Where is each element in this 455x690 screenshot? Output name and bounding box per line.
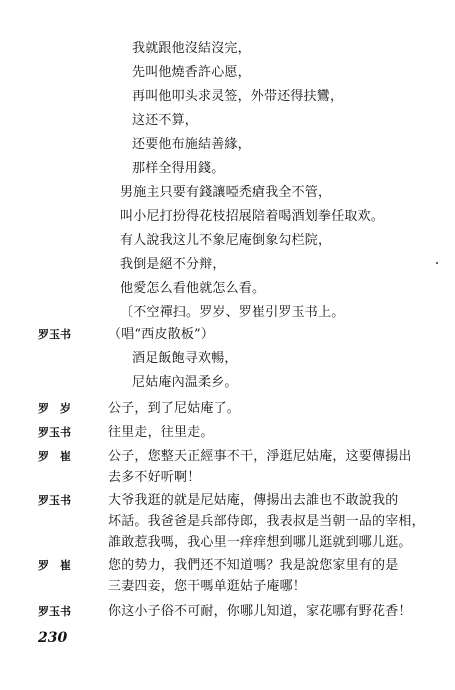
verse-line: 男施主只要有錢讓啞禿瘡我全不管， (120, 185, 332, 200)
dialogue-line: 大爷我逛的就是尼姑庵，傳揚出去誰也不敢說我的 (108, 493, 399, 508)
dialogue-line: 三妻四妾，您干嗎单逛姑子庵哪！ (108, 579, 307, 594)
dialogue-line: 公子，您整天正經事不干，淨逛尼姑庵，这要傳揚出 (108, 449, 412, 464)
dialogue-line: 你这小子俗不可耐，你哪儿知道，家花哪有野花香！ (108, 604, 412, 619)
verse-line: 这还不算， (132, 113, 199, 128)
verse-line: 酒足飯飽寻欢暢， (132, 351, 238, 366)
speaker-label: 罗 崔 (38, 450, 71, 463)
verse-line: 我就跟他沒結沒完， (132, 41, 251, 56)
page-number: 230 (38, 630, 68, 646)
speaker-label: 罗 崔 (38, 559, 71, 572)
dialogue-line: （唱“西皮散板”） (108, 327, 215, 342)
speaker-label: 罗玉书 (38, 426, 71, 439)
dialogue-line: 公子，到了尼姑庵了。 (108, 401, 241, 416)
dialogue-line: 您的势力，我們还不知道嗎？我是說您家里有的是 (108, 558, 399, 573)
speaker-label: 罗玉书 (38, 328, 71, 341)
verse-line: 叫小尼打扮得花枝招展陪着喝酒划拳任取欢。 (120, 209, 385, 224)
verse-line: 我倒是絕不分辩， (120, 257, 226, 272)
verse-line: 再叫他叩头求灵签，外带还得扶鸞， (132, 89, 344, 104)
dialogue-line: 坏話。我爸爸是兵部侍郎，我表叔是当朝一品的宰相， (108, 514, 425, 529)
verse-line: 他愛怎么看他就怎么看。 (120, 281, 266, 296)
dialogue-line: 往里走，往里走。 (108, 425, 214, 440)
speaker-label: 罗玉书 (38, 605, 71, 618)
speaker-label: 罗 岁 (38, 402, 71, 415)
dialogue-line: 去多不好听啊！ (108, 470, 201, 485)
ink-speck (436, 262, 438, 264)
verse-line: 尼姑庵內温柔乡。 (132, 375, 238, 390)
verse-line: 还要他布施結善緣， (132, 137, 251, 152)
verse-line: 有人說我这儿不象尼庵倒象勾栏院， (120, 233, 332, 248)
verse-line: 那样全得用錢。 (132, 161, 225, 176)
speaker-label: 罗玉书 (38, 494, 71, 507)
stage-direction: 〔不空禪扫。罗岁、罗崔引罗玉书上。 (120, 305, 345, 320)
dialogue-line: 誰敢惹我嗎，我心里一痒痒想到哪儿逛就到哪儿逛。 (108, 535, 412, 550)
verse-line: 先叫他燒香許心愿， (132, 65, 251, 80)
